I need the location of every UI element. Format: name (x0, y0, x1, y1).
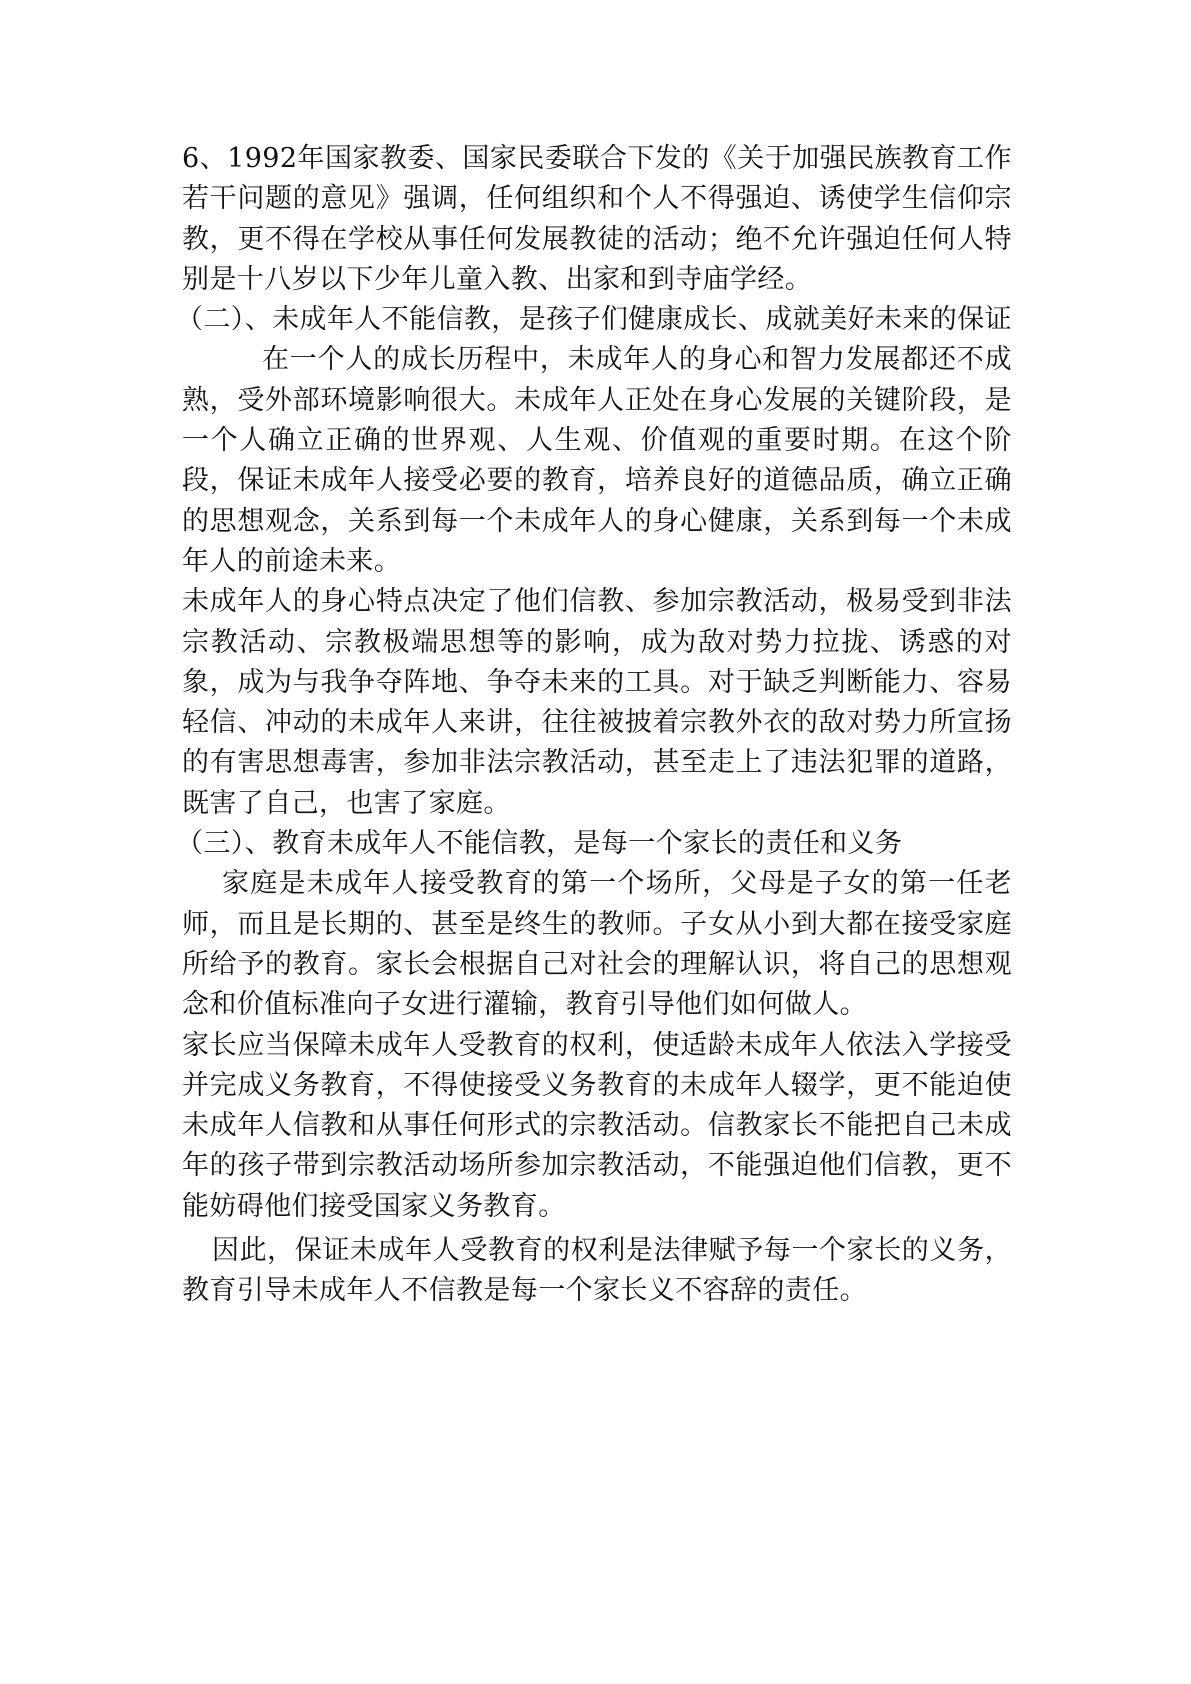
paragraph-conclusion: 因此，保证未成年人受教育的权利是法律赋予每一个家长的义务，教育引导未成年人不信教是每一个家长义不容辞的责任。 (182, 1235, 1012, 1307)
paragraph-parents-duty: 家长应当保障未成年人受教育的权利，使适龄未成年人依法入学接受并完成义务教育，不得使接受义务教育的未成年人辍学，更不能迫使未成年人信教和从事任何形式的宗教活动。信教家长不能把自己未成年的孩子带到宗教活动场所参加宗教活动，不能强迫他们信教，更不能妨碍他们接受国家义务教育。 (182, 1029, 1012, 1222)
section-heading-2: （二）、未成年人不能信教，是孩子们健康成长、成就美好未来的保证 (176, 304, 1012, 336)
paragraph-growth: 在一个人的成长历程中，未成年人的身心和智力发展都还不成熟，受外部环境影响很大。未成年人正处在身心发展的关键阶段，是一个人确立正确的世界观、人生观、价值观的重要时期。在这个阶段，保证未成年人接受必要的教育，培养良好的道德品质，确立正确的思想观念，关系到每一个未成年人的身心健康，关系到每一个未成年人的前途未来。 (182, 344, 1012, 577)
section-heading-3: （三）、教育未成年人不能信教，是每一个家长的责任和义务 (176, 828, 903, 860)
document-body (176, 139, 1012, 1312)
paragraph-family: 家庭是未成年人接受教育的第一个场所，父母是子女的第一任老师，而且是长期的、甚至是终生的教师。子女从小到大都在接受家庭所给予的教育。家长会根据自己对社会的理解认识，将自己的思想观念和价值标准向子女进行灌输，教育引导他们如何做人。 (182, 868, 1012, 1021)
paragraph-policy-1992: 6、1992年国家教委、国家民委联合下发的《关于加强民族教育工作若干问题的意见》强调，任何组织和个人不得强迫、诱使学生信仰宗教，更不得在学校从事任何发展教徒的活动；绝不允许强迫任何人特别是十八岁以下少年儿童入教、出家和到寺庙学经。 (182, 143, 1012, 295)
paragraph-influence: 未成年人的身心特点决定了他们信教、参加宗教活动，极易受到非法宗教活动、宗教极端思想等的影响，成为敌对势力拉拢、诱惑的对象，成为与我争夺阵地、争夺未来的工具。对于缺乏判断能力、容易轻信、冲动的未成年人来讲，往往被披着宗教外衣的敌对势力所宣扬的有害思想毒害，参加非法宗教活动，甚至走上了违法犯罪的道路，既害了自己，也害了家庭。 (182, 586, 1012, 819)
